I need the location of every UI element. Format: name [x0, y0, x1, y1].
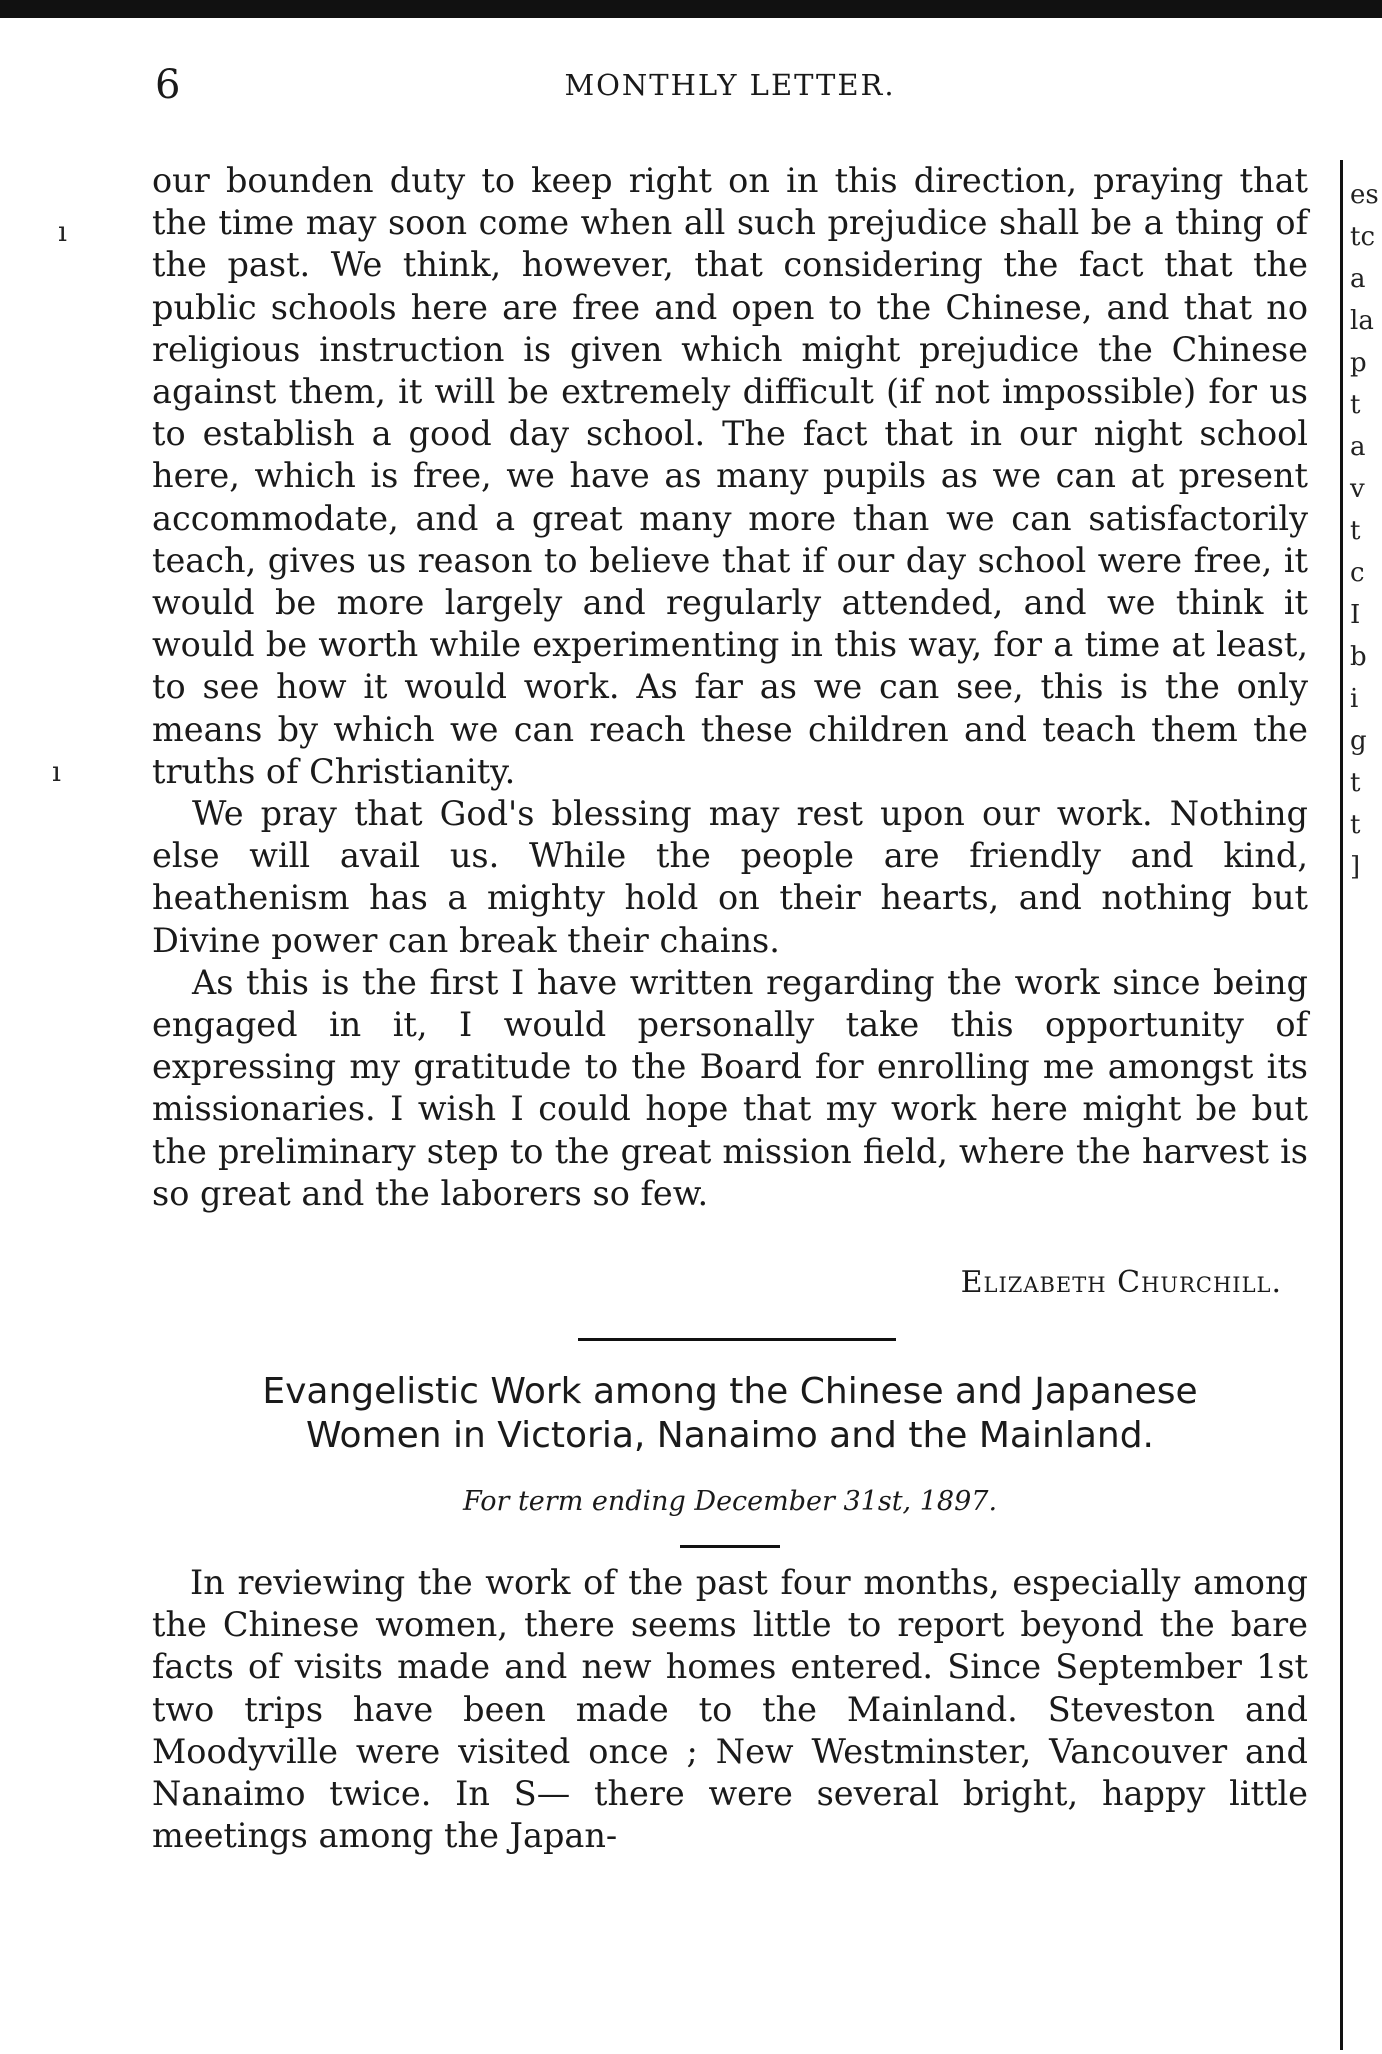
margin-fragment: tc: [1350, 222, 1376, 252]
margin-fragment: i: [1350, 684, 1359, 714]
letter-paragraph-2: We pray that God's blessing may rest upon our work. Nothing else will avail us. While the people are friendly and kind, heathenism has a mighty hold on their hearts, and nothing but Divine power can break their chains.: [152, 794, 1308, 960]
margin-fragment: es: [1350, 180, 1379, 210]
article-title-line-1: Evangelistic Work among the Chinese and Japanese: [262, 1371, 1198, 1412]
letter-body: [152, 160, 1308, 1215]
adjacent-page-rule: [1340, 160, 1343, 2050]
page-header: [155, 62, 1305, 122]
margin-fragment: t: [1350, 390, 1361, 420]
adjacent-page-edge: [1322, 40, 1382, 2054]
margin-mark: ı: [58, 215, 67, 248]
margin-fragment: a: [1350, 432, 1366, 462]
letter-paragraph-3: As this is the first I have written regarding the work since being engaged in it, I would personally take this opportunity of expressing my gratitude to the Board for enrolling me amongst its missionaries. I wish I could hope that my work here might be but the preliminary step to the great mission field, where the harvest is so great and the laborers so few.: [152, 962, 1308, 1213]
article-title: [152, 1370, 1308, 1458]
letter-paragraph-1: our bounden duty to keep right on in this direction, praying that the time may soon come when all such prejudice shall be a thing of the past. We think, however, that considering the fact that the public schools here are free and open to the Chinese, and that no religious instruction is given which might prejudice the Chinese against them, it will be extremely difficult (if not impossible) for us to establish a good day school. The fact that in our night school here, which is free, we have as many pupils as we can at present accommodate, and a great many more than we can satisfactorily teach, gives us reason to believe that if our day school were free, it would be more largely and regularly attended, and we think it would be worth while experimenting in this way, for a time at least, to see how it would work. As far as we can see, this is the only means by which we can reach these children and teach them the truths of Christianity.: [152, 161, 1308, 791]
margin-fragment: b: [1350, 642, 1367, 672]
margin-fragment: v: [1350, 474, 1365, 504]
article-body: In reviewing the work of the past four months, especially among the Chinese women, there seems little to report beyond the bare facts of visits made and new homes entered. Since September 1st two trips have been made to the Mainland. Steveston and Moodyville were visited once ; New Westminster, Vancouver and Nanaimo twice. In S— there were several bright, happy little meetings among the Japan-: [152, 1563, 1308, 1856]
margin-fragment: a: [1350, 264, 1366, 294]
margin-fragment: c: [1350, 558, 1365, 588]
margin-fragment: g: [1350, 726, 1367, 756]
article-title-line-2: Women in Victoria, Nanaimo and the Mainland.: [306, 1415, 1154, 1456]
margin-fragment: ]: [1350, 852, 1361, 882]
subtitle-rule: [680, 1545, 780, 1548]
margin-fragment: t: [1350, 810, 1361, 840]
margin-fragment: p: [1350, 348, 1367, 378]
article-subtitle: For term ending December 31st, 1897.: [462, 1486, 998, 1517]
margin-mark: ı: [52, 755, 61, 788]
page-number: 6: [155, 62, 181, 108]
margin-fragment: la: [1350, 306, 1374, 336]
running-head: MONTHLY LETTER.: [564, 68, 896, 102]
margin-fragment: t: [1350, 768, 1361, 798]
margin-fragment: t: [1350, 516, 1361, 546]
top-border-rule: [0, 0, 1382, 18]
section-divider: [578, 1338, 896, 1341]
margin-fragment: I: [1350, 600, 1361, 630]
letter-signature: Elizabeth Churchill.: [960, 1265, 1282, 1300]
